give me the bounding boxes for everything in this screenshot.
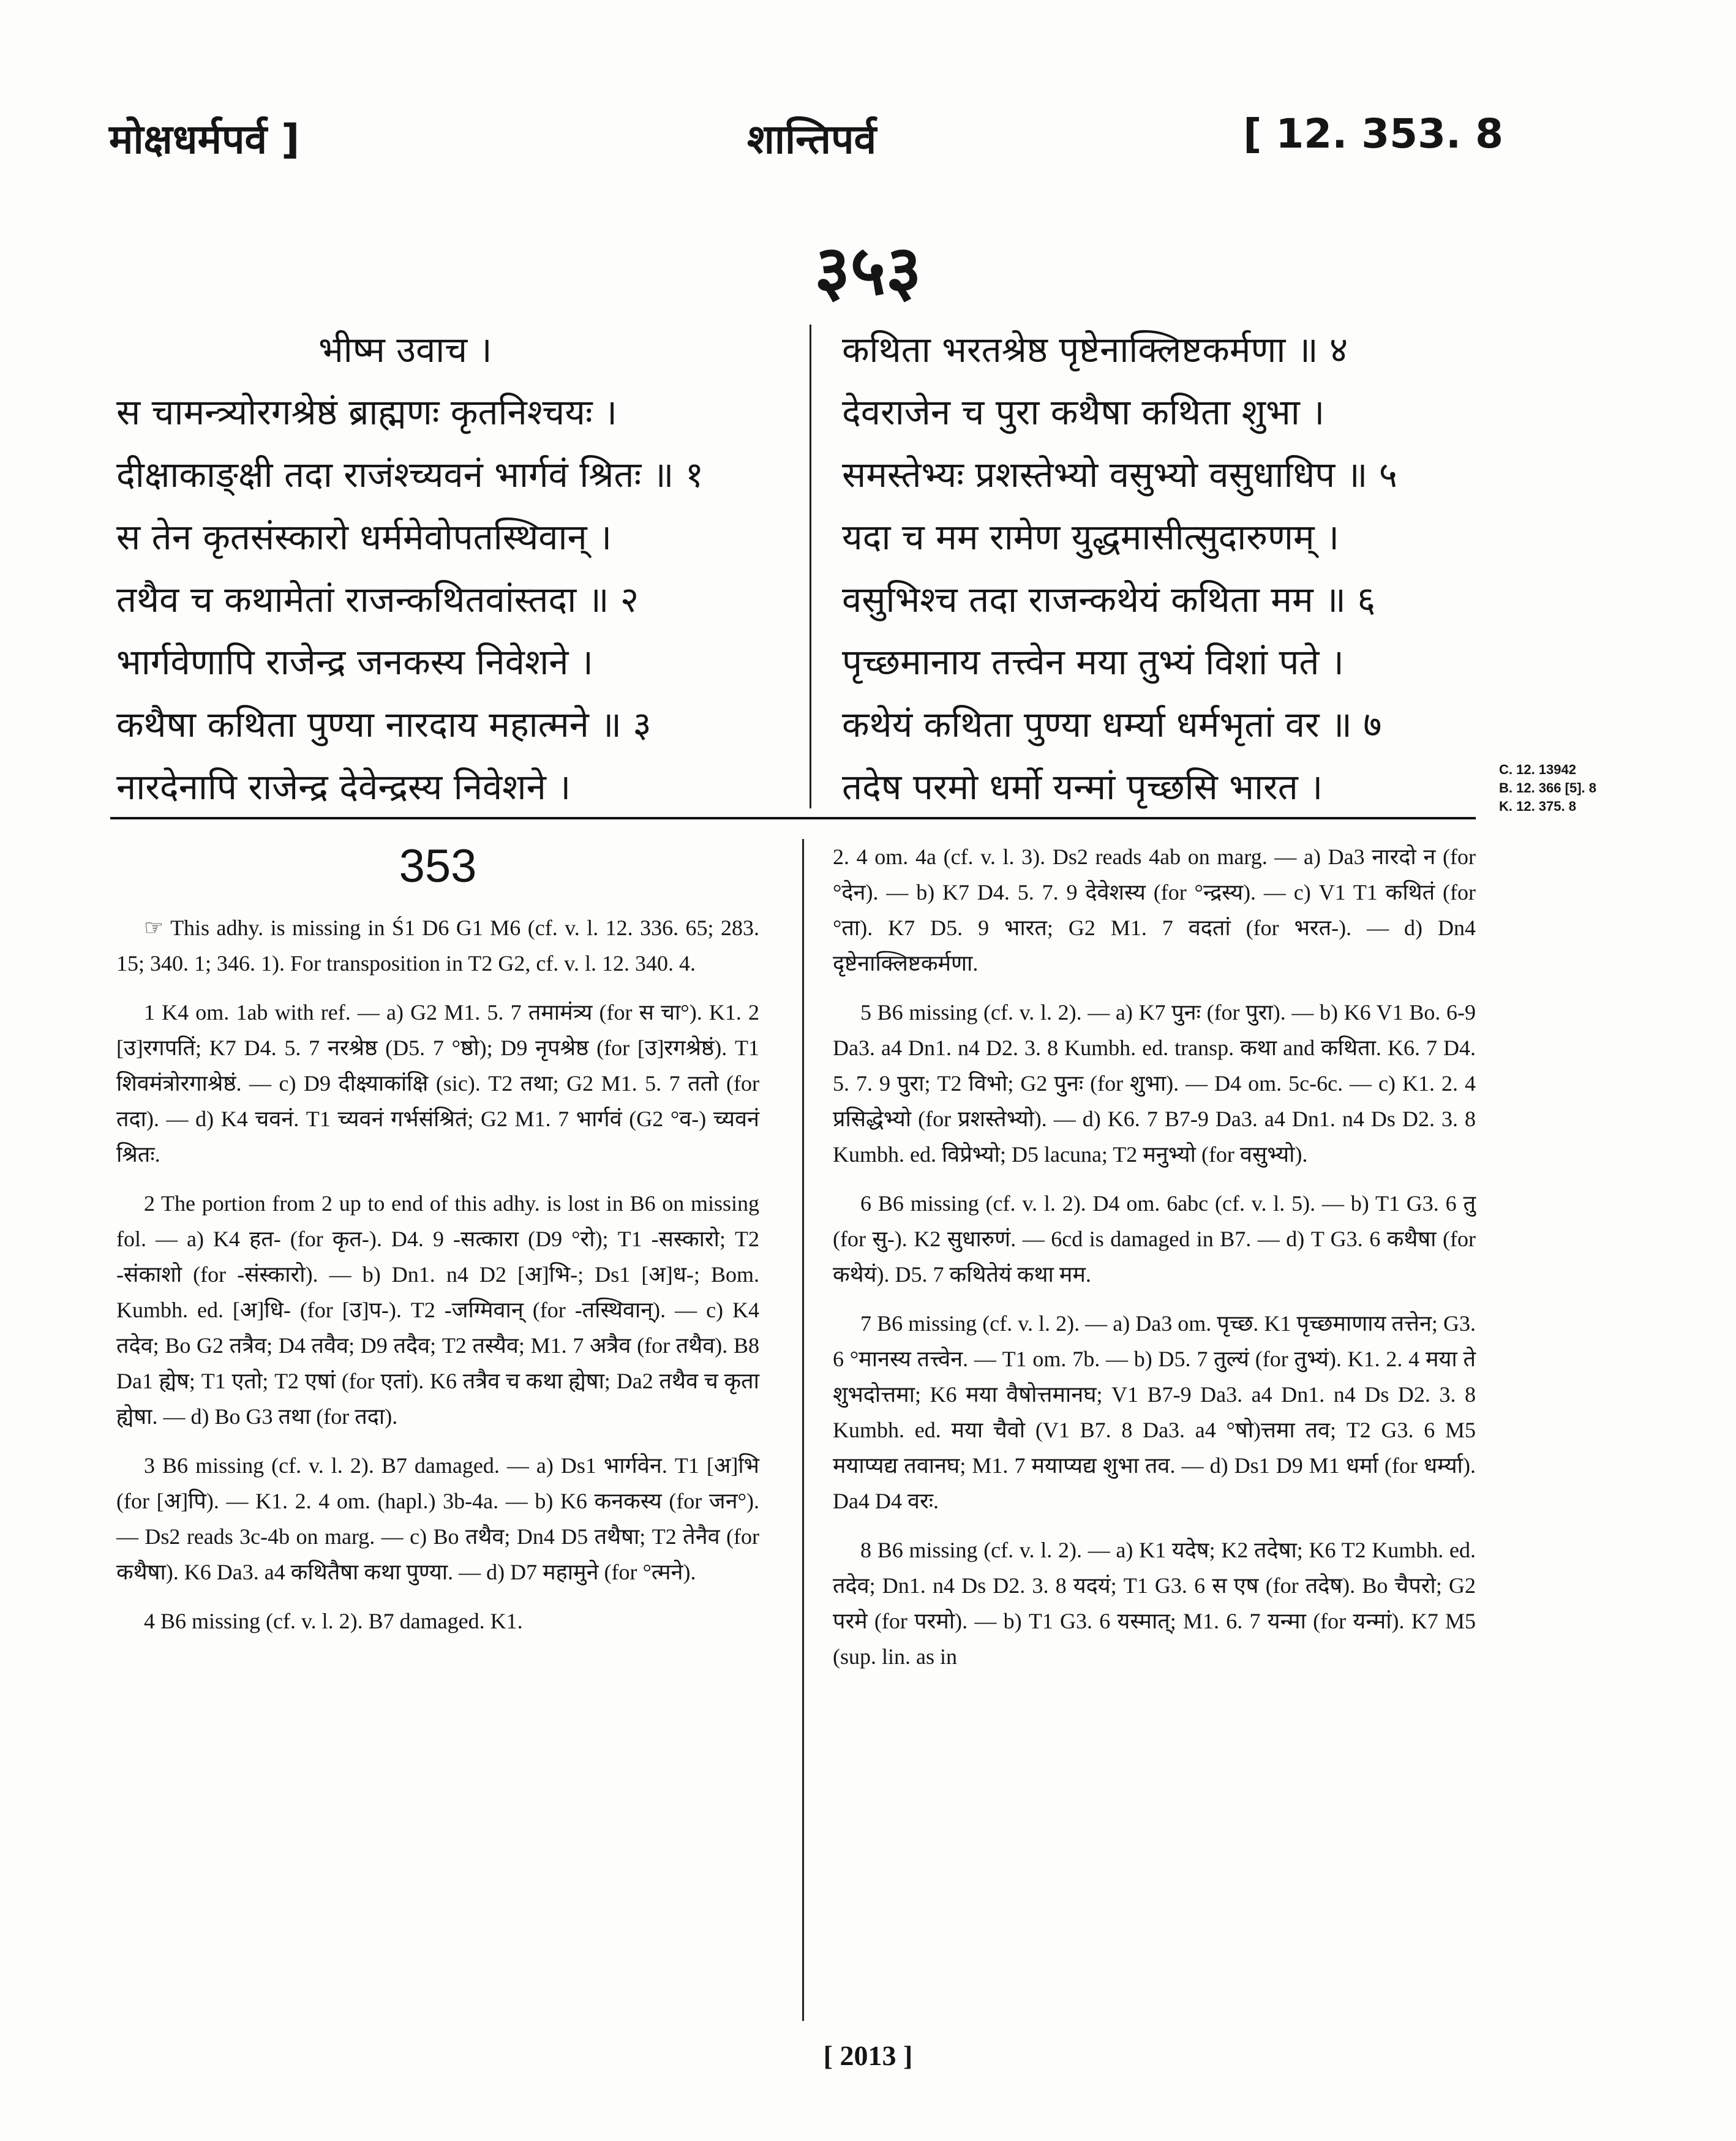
verse-line: यदा च मम रामेण युद्धमासीत्सुदारुणम् । — [842, 516, 1340, 558]
apparatus-note: 2. 4 om. 4a (cf. v. l. 3). Ds2 reads 4ab on marg. — a) Da3 नारदो न (for °देन). — b) K7 D4. 5. 7. 9 देवेशस्य (for °न्द्रस्य). — c) V1 T1 कथितं (for °ता). K7 D5. 9 भारत; G2 M1. 7 वदतां (for भरत-). — d) Dn4 दृष्टेनाक्लिष्टकर्मणा. — [833, 845, 1476, 976]
verse-line: स तेन कृतसंस्कारो धर्ममेवोपतस्थिवान् । — [116, 516, 612, 558]
running-head-parvan: मोक्षधर्मपर्व ] — [109, 116, 300, 163]
apparatus-note: 2 The portion from 2 up to end of this adhy. is lost in B6 on missing fol. — a) K4 हत- (for कृत-). D4. 9 -सत्कारा (D9 °रो); T1 -सस्कारो; T2 -संकाशो (for -संस्कारो). — b) Dn1. n4 D2 [अ]भि-; Ds1 [अ]ध-; Bom. Kumbh. ed. [अ]धि- (for [उ]प-). T2 -जग्मिवान् (for -तस्थिवान्). — c) K4 तदेव; Bo G2 तत्रैव; D4 तवैव; D9 तदैव; T2 तस्यैव; M1. 7 अत्रैव (for तथैव). B8 Da1 ह्येष; T1 एतो; T2 एषां (for एतां). K6 तत्रैव च कथा ह्येषा; Da2 तथैव च कृता ह्येषा. — d) Bo G3 तथा (for तदा). — [116, 1191, 759, 1429]
verse-line: स चामन्त्र्योरगश्रेष्ठं ब्राह्मणः कृतनिश्चयः । — [116, 391, 618, 433]
speaker-label: भीष्म उवाच । — [318, 329, 492, 371]
verse-column-left — [116, 318, 778, 818]
apparatus-note: 8 B6 missing (cf. v. l. 2). — a) K1 यदेष; K2 तदेषा; K6 T2 Kumbh. ed. तदेव; Dn1. n4 Ds D2. 3. 8 यदयं; T1 G3. 6 स एष (for तदेष). Bo चैपरो; G2 परमे (for परमो). — b) T1 G3. 6 यस्मात्; M1. 6. 7 यन्मा (for यन्मां). K7 M5 (sup. lin. as in — [833, 1538, 1476, 1669]
apparatus-note: 3 B6 missing (cf. v. l. 2). B7 damaged. — a) Ds1 भार्गवेन. T1 [अ]भि (for [अ]पि). — K1. 2. 4 om. (hapl.) 3b-4a. — b) K6 कनकस्य (for जन°). — Ds2 reads 3c-4b on marg. — c) Bo तथैव; Dn4 D5 तथैषा; T2 तेनैव (for कथैषा). K6 Da3. a4 कथितैषा कथा पुण्या. — d) D7 महामुने (for °त्मने). — [116, 1453, 759, 1584]
concordance-bombay: B. 12. 366 [5]. 8 — [1499, 780, 1596, 796]
concordance-references — [1499, 761, 1596, 816]
adhyaya-number: ३५३ — [814, 231, 922, 310]
verse-line: नारदेनापि राजेन्द्र देवेन्द्रस्य निवेशने । — [116, 766, 571, 808]
apparatus-note: 1 K4 om. 1ab with ref. — a) G2 M1. 5. 7 तमामंत्र्य (for स चा°). K1. 2 [उ]रगपतिं; K7 D4. 5. 7 नरश्रेष्ठ (D5. 7 °ष्ठो); D9 नृपश्रेष्ठ (for [उ]रगश्रेष्ठं). T1 शिवमंत्रोरगाश्रेष्ठं. — c) D9 दीक्ष्याकांक्षि (sic). T2 तथा; G2 M1. 5. 7 ततो (for तदा). — d) K4 चवनं. T1 च्यवनं गर्भसंश्रितं; G2 M1. 7 भार्गवं (G2 °व-) च्यवनं श्रितः. — [116, 1000, 759, 1167]
apparatus-note: 6 B6 missing (cf. v. l. 2). D4 om. 6abc (cf. v. l. 5). — b) T1 G3. 6 तु (for सु-). K2 सुधारुणं. — 6cd is damaged in B7. — d) T G3. 6 कथैषा (for कथेयं). D5. 7 कथितेयं कथा मम. — [833, 1191, 1476, 1287]
verse-line: भार्गवेणापि राजेन्द्र जनकस्य निवेशने । — [116, 641, 593, 683]
apparatus-note: 5 B6 missing (cf. v. l. 2). — a) K7 पुनः (for पुरा). — b) K6 V1 Bo. 6-9 Da3. a4 Dn1. n4 D2. 3. 8 Kumbh. ed. transp. कथा and कथिता. K6. 7 D4. 5. 7. 9 पुरा; T2 विभो; G2 पुनः (for शुभा). — D4 om. 5c-6c. — c) K1. 2. 4 प्रसिद्धेभ्यो (for प्रशस्तेभ्यो). — d) K6. 7 B7-9 Da3. a4 Dn1. n4 Ds D2. 3. 8 Kumbh. ed. विप्रेभ्यो; D5 lacuna; T2 मनुभ्यो (for वसुभ्यो). — [833, 1000, 1476, 1167]
verse-column-right — [842, 318, 1503, 818]
apparatus-column-left — [116, 839, 759, 1652]
verse-line: वसुभिश्च तदा राजन्कथेयं कथिता मम ॥ ६ — [842, 579, 1376, 620]
verse-line: कथिता भरतश्रेष्ठ पृष्टेनाक्लिष्टकर्मणा ॥ ४ — [842, 329, 1348, 371]
running-head-book: शान्तिपर्व — [747, 116, 877, 163]
apparatus-note: ☞ This adhy. is missing in Ś1 D6 G1 M6 (cf. v. l. 12. 336. 65; 283. 15; 340. 1; 346. 1). For transposition in T2 G2, cf. v. l. 12. 340. 4. — [116, 916, 759, 976]
apparatus-note: 7 B6 missing (cf. v. l. 2). — a) Da3 om. पृच्छ. K1 पृच्छमाणाय तत्तेन; G3. 6 °मानस्य तत्त्वेन. — T1 om. 7b. — b) D5. 7 तुल्यं (for तुभ्यं). K1. 2. 4 मया ते शुभदोत्तमा; K6 मया वैषोत्तमानघ; V1 B7-9 Da3. a4 Dn1. n4 Ds D2. 3. 8 Kumbh. ed. मया चैवो (V1 B7. 8 Da3. a4 °षो)त्तमा तव; T2 G3. 6 M5 मयाप्यद्य तवानघ; M1. 7 मयाप्यद्य शुभा तव. — d) Ds1 D9 M1 धर्मा (for धर्म्या). Da4 D4 वरः. — [833, 1311, 1476, 1513]
verse-line: तथैव च कथामेतां राजन्कथितवांस्तदा ॥ २ — [116, 579, 639, 620]
verse-line: पृच्छमानाय तत्त्वेन मया तुभ्यं विशां पते । — [842, 641, 1344, 683]
concordance-kumbhakonam: K. 12. 375. 8 — [1499, 799, 1576, 814]
verse-line: दीक्षाकाङ्क्षी तदा राजंश्च्यवनं भार्गवं श्रितः ॥ १ — [116, 454, 704, 495]
verse-line: समस्तेभ्यः प्रशस्तेभ्यो वसुभ्यो वसुधाधिप ॥ ५ — [842, 454, 1397, 495]
verse-line: देवराजेन च पुरा कथैषा कथिता शुभा । — [842, 391, 1325, 433]
running-head-reference: [ 12. 353. 8 — [1243, 110, 1503, 157]
verse-line: तदेष परमो धर्मो यन्मां पृच्छसि भारत । — [842, 766, 1323, 808]
apparatus-column-right — [833, 839, 1476, 1688]
page-number: [ 2013 ] — [823, 2040, 913, 2071]
text-apparatus-separator — [110, 817, 1476, 819]
verse-line: कथैषा कथिता पुण्या नारदाय महात्मने ॥ ३ — [116, 704, 652, 745]
apparatus-heading: 353 — [399, 840, 477, 892]
column-divider — [802, 839, 804, 2021]
column-divider — [810, 325, 811, 808]
verse-line: कथेयं कथिता पुण्या धर्म्या धर्मभृतां वर ॥ ७ — [842, 704, 1382, 745]
concordance-calcutta: C. 12. 13942 — [1499, 762, 1576, 777]
apparatus-note: 4 B6 missing (cf. v. l. 2). B7 damaged. K1. — [144, 1609, 523, 1633]
